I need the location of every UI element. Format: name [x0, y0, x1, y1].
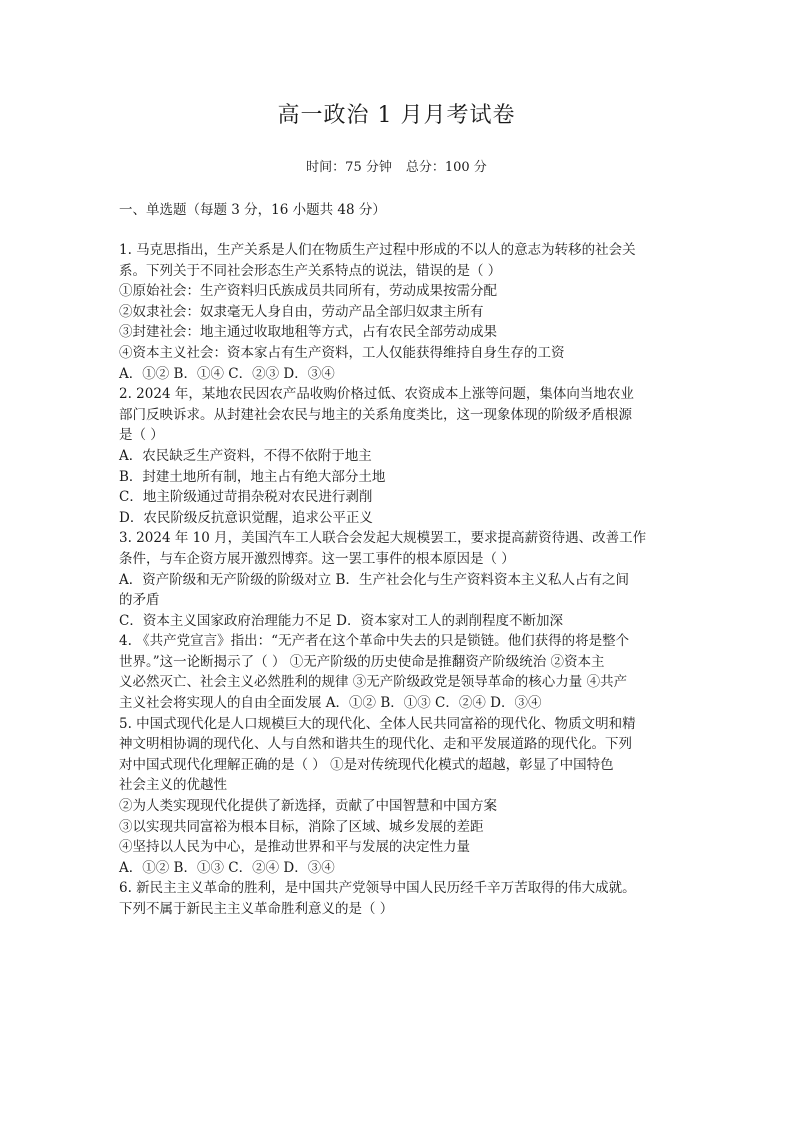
text-line: A．农民缺乏生产资料，不得不依附于地主 [119, 447, 372, 464]
text-line: 3. 2024 年 10 月，美国汽车工人联合会发起大规模罢工，要求提高薪资待遇、改善工作 [119, 530, 647, 547]
text-line: 世界。”这一论断揭示了（ ） ①无产阶级的历史使命是推翻资产阶级统治 ②资本主 [119, 653, 605, 670]
text-line: 是（ ） [119, 427, 164, 444]
text-line: 义必然灭亡、社会主义必然胜利的规律 ③无产阶级政党是领导革命的核心力量 ④共产 [119, 674, 628, 691]
text-line: A．资产阶级和无产阶级的阶级对立 B．生产社会化与生产资料资本主义私人占有之间 [119, 571, 629, 588]
question-body [119, 240, 679, 920]
text-line: C．地主阶级通过苛捐杂税对农民进行剥削 [119, 489, 373, 506]
text-line: A．①② B．①③ C．②④ D．③④ [119, 859, 335, 876]
text-line: ②为人类实现现代化提供了新选择，贡献了中国智慧和中国方案 [119, 798, 497, 815]
text-line: C．资本主义国家政府治理能力不足 D．资本家对工人的剥削程度不断加深 [119, 612, 563, 629]
text-line: 条件，与车企资方展开激烈博弈。这一罢工事件的根本原因是（ ） [119, 550, 515, 567]
exam-title: 高一政治 1 月月考试卷 [277, 103, 516, 128]
text-line: 下列不属于新民主主义革命胜利意义的是（ ） [119, 901, 394, 917]
text-line: 系。下列关于不同社会形态生产关系特点的说法，错误的是（ ） [119, 262, 502, 279]
text-line: 神文明相协调的现代化、人与自然和谐共生的现代化、走和平发展道路的现代化。下列 [119, 736, 632, 753]
exam-meta [0, 159, 793, 177]
text-line: D．农民阶级反抗意识觉醒，追求公平正义 [119, 509, 373, 526]
text-line: 主义社会将实现人的自由全面发展 A．①② B．①③ C．②④ D．③④ [119, 695, 542, 712]
text-line: B．封建土地所有制，地主占有绝大部分土地 [119, 468, 386, 485]
text-line: ③封建社会：地主通过收取地租等方式，占有农民全部劳动成果 [119, 324, 497, 341]
text-line: 的矛盾 [119, 592, 160, 609]
text-line: ②奴隶社会：奴隶毫无人身自由，劳动产品全部归奴隶主所有 [119, 303, 484, 320]
text-line: ①原始社会：生产资料归氏族成员共同所有，劳动成果按需分配 [119, 283, 497, 300]
text-line: 4. 《共产党宣言》指出：“无产者在这个革命中失去的只是锁链。他们获得的将是整个 [119, 633, 630, 650]
text-line: 社会主义的优越性 [119, 777, 227, 794]
text-line: 部门反映诉求。从封建社会农民与地主的关系角度类比，这一现象体现的阶级矛盾根源 [119, 406, 632, 423]
text-line: 6. 新民主主义革命的胜利，是中国共产党领导中国人民历经千辛万苦取得的伟大成就。 [119, 880, 636, 897]
text-line: 1. 马克思指出，生产关系是人们在物质生产过程中形成的不以人的意志为转移的社会关 [119, 242, 636, 258]
text-line: A．①② B．①④ C．②③ D．③④ [119, 365, 335, 382]
text-line: ③以实现共同富裕为根本目标，消除了区域、城乡发展的差距 [119, 818, 484, 835]
text-line: 2. 2024 年，某地农民因农产品收购价格过低、农资成本上涨等问题，集体向当地农业 [119, 386, 634, 403]
text-line: 对中国式现代化理解正确的是（ ） ①是对传统现代化模式的超越，彰显了中国特色 [119, 756, 614, 773]
text-line: 5. 中国式现代化是人口规模巨大的现代化、全体人民共同富裕的现代化、物质文明和精 [119, 715, 636, 732]
exam-time: 时间：75 分钟 [306, 160, 392, 175]
section-heading: 一、单选题（每题 3 分，16 小题共 48 分） [119, 202, 386, 218]
text-line: ④坚持以人民为中心，是推动世界和平与发展的决定性力量 [119, 839, 470, 856]
exam-total-score: 总分：100 分 [405, 160, 487, 175]
text-line: ④资本主义社会：资本家占有生产资料，工人仅能获得维持自身生存的工资 [119, 344, 565, 361]
